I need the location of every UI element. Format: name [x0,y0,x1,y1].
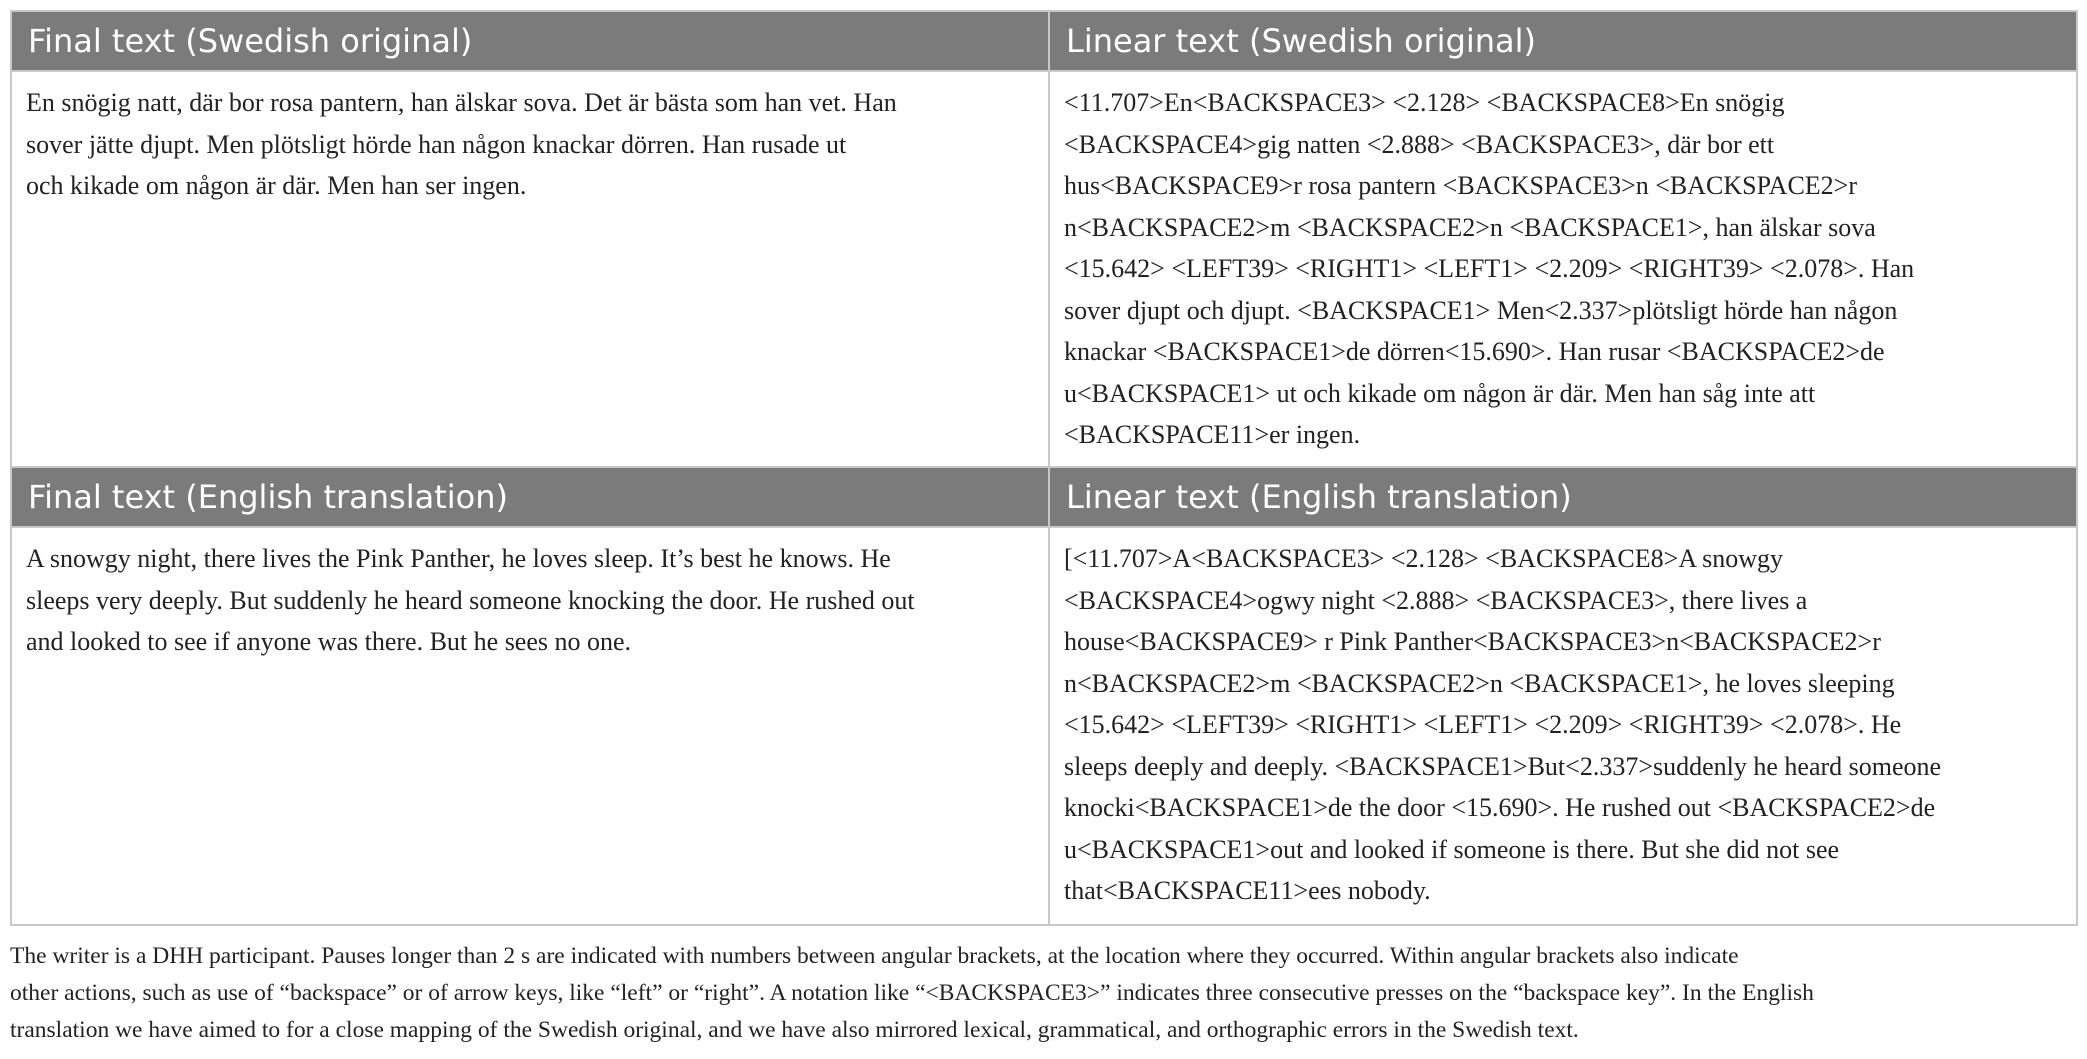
linear-text-swedish-cell [1049,71,2077,467]
content-row-english [11,527,2077,925]
text-line: u<BACKSPACE1> ut och kikade om någon är där. Men han såg inte att [1064,378,1816,408]
header-row-swedish [11,11,2077,71]
text-line: house<BACKSPACE9> r Pink Panther<BACKSPACE3>n<BACKSPACE2>r [1064,627,1881,656]
table-footnote [10,938,2076,1049]
header-row-english [11,467,2077,527]
text-line: och kikade om någon är där. Men han ser ingen. [26,171,527,200]
text-line: <15.642> <LEFT39> <RIGHT1> <LEFT1> <2.209> <RIGHT39> <2.078>. He [1064,710,1902,739]
text-line: knackar <BACKSPACE1>de dörren<15.690>. Han rusar <BACKSPACE2>de [1064,337,1885,366]
header-final-english: Final text (English translation) [11,467,1049,527]
text-line: that<BACKSPACE11>ees nobody. [1064,876,1431,905]
text-line: En snögig natt, där bor rosa pantern, han älskar sova. Det är bästa som han vet. Han [26,88,897,117]
text-line: u<BACKSPACE1>out and looked if someone is there. But she did not see [1064,834,1840,864]
linear-text-english-cell [1049,527,2077,925]
text-line: <BACKSPACE11>er ingen. [1064,420,1361,449]
header-linear-english: Linear text (English translation) [1049,467,2077,527]
text-line: <BACKSPACE4>ogwy night <2.888> <BACKSPACE3>, there lives a [1064,585,1808,615]
text-line: <BACKSPACE4>gig natten <2.888> <BACKSPACE3>, där bor ett [1064,129,1775,159]
text-line: <11.707>En<BACKSPACE3> <2.128> <BACKSPACE8>En snögig [1064,88,1785,117]
text-line: A snowgy night, there lives the Pink Panther, he loves sleep. It’s best he knows. He [26,544,891,573]
text-line: n<BACKSPACE2>m <BACKSPACE2>n <BACKSPACE1>, he loves sleeping [1064,668,1895,698]
text-line: sover jätte djupt. Men plötsligt hörde han någon knackar dörren. Han rusade ut [26,129,847,159]
text-line: sover djupt och djupt. <BACKSPACE1> Men<2.337>plötsligt hörde han någon [1064,295,1898,325]
header-linear-swedish: Linear text (Swedish original) [1049,11,2077,71]
text-line: hus<BACKSPACE9>r rosa pantern <BACKSPACE3>n <BACKSPACE2>r [1064,171,1857,200]
footnote-line: other actions, such as use of “backspace” or of arrow keys, like “left” or “right”. A notation like “<BACKSPACE3>” indicates three consecutive presses on the “backspace key”. In the English [10,980,1814,1006]
text-line: sleeps very deeply. But suddenly he heard someone knocking the door. He rushed out [26,585,915,615]
text-line: and looked to see if anyone was there. But he sees no one. [26,627,632,656]
final-text-swedish-cell [11,71,1049,467]
footnote-line: The writer is a DHH participant. Pauses longer than 2 s are indicated with numbers between angular brackets, at the location where they occurred. Within angular brackets also indicate [10,943,1739,969]
text-line: knocki<BACKSPACE1>de the door <15.690>. He rushed out <BACKSPACE2>de [1064,793,1936,822]
text-line: sleeps deeply and deeply. <BACKSPACE1>But<2.337>suddenly he heard someone [1064,751,1942,781]
final-text-english-cell [11,527,1049,925]
keystroke-log-table [10,10,2078,926]
text-line: <15.642> <LEFT39> <RIGHT1> <LEFT1> <2.209> <RIGHT39> <2.078>. Han [1064,254,1915,283]
footnote-line: translation we have aimed to for a close mapping of the Swedish original, and we have also mirrored lexical, grammatical, and orthographic errors in the Swedish text. [10,1017,1579,1043]
header-final-swedish: Final text (Swedish original) [11,11,1049,71]
text-line: n<BACKSPACE2>m <BACKSPACE2>n <BACKSPACE1>, han älskar sova [1064,212,1876,242]
text-line: [<11.707>A<BACKSPACE3> <2.128> <BACKSPACE8>A snowgy [1064,544,1784,573]
content-row-swedish [11,71,2077,467]
